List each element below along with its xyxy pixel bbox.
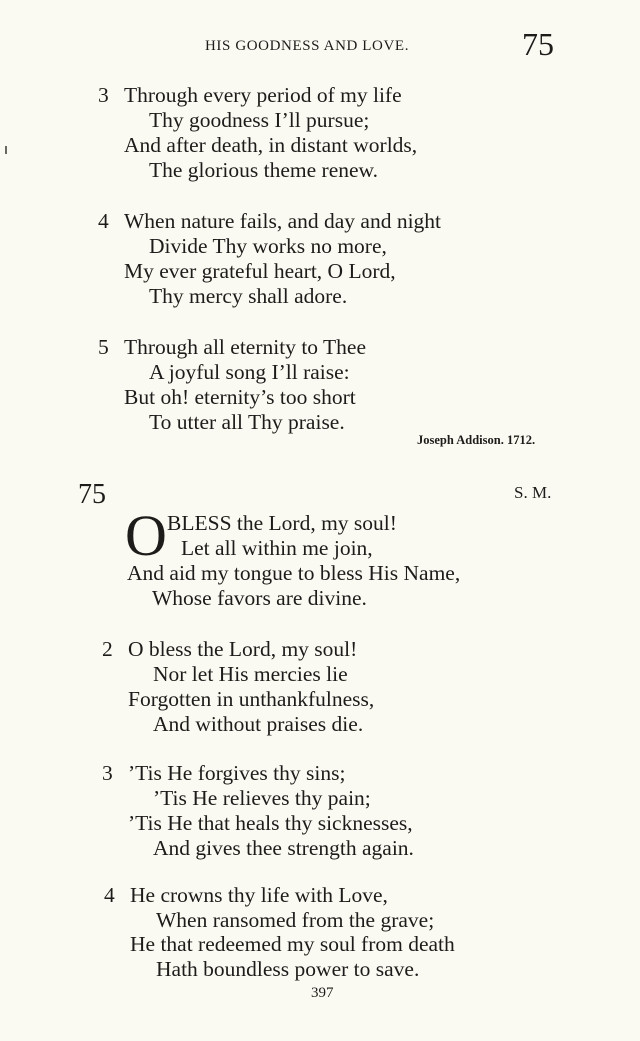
stanza-number: 4: [98, 209, 109, 233]
hymn-line: Through every period of my life: [124, 83, 402, 107]
hymn-line: Hath boundless power to save.: [156, 957, 420, 981]
hymn-line: Let all within me join,: [181, 536, 373, 560]
hymn-line: Thy goodness I’ll pursue;: [149, 108, 370, 132]
hymn-line: ’Tis He that heals thy sicknesses,: [128, 811, 413, 835]
hymn-line: My ever grateful heart, O Lord,: [124, 259, 396, 283]
hymn-line: And without praises die.: [153, 712, 364, 736]
stanza-number: 3: [102, 761, 113, 785]
hymn-meter: S. M.: [514, 483, 552, 502]
stanza-number: 5: [98, 335, 109, 359]
page-hymn-number: 75: [522, 26, 554, 62]
hymn-line: He crowns thy life with Love,: [130, 883, 388, 907]
hymn-line: But oh! eternity’s too short: [124, 385, 356, 409]
hymn-line: Through all eternity to Thee: [124, 335, 367, 359]
hymn-line: Whose favors are divine.: [152, 586, 367, 610]
hymn-line: ’Tis He relieves thy pain;: [153, 786, 371, 810]
hymn-line: He that redeemed my soul from death: [130, 932, 455, 956]
stanza-number: 4: [104, 883, 115, 907]
page-number: 397: [311, 985, 334, 1001]
hymn-line: The glorious theme renew.: [149, 158, 379, 182]
drop-cap: O: [125, 503, 167, 568]
hymn-line: A joyful song I’ll raise:: [149, 360, 350, 384]
hymn-line: ’Tis He forgives thy sins;: [128, 761, 346, 785]
hymn-line: To utter all Thy praise.: [149, 410, 345, 434]
page-speck: [5, 146, 7, 154]
hymn-line: Thy mercy shall adore.: [149, 284, 348, 308]
hymn-line: Divide Thy works no more,: [149, 234, 387, 258]
hymn-line: Nor let His mercies lie: [153, 662, 348, 686]
stanza-number: 3: [98, 83, 109, 107]
hymn-line: When ransomed from the grave;: [156, 908, 435, 932]
hymn-line: And aid my tongue to bless His Name,: [127, 561, 461, 585]
hymn-line: And gives thee strength again.: [153, 836, 414, 860]
hymn-line: Forgotten in unthankfulness,: [128, 687, 375, 711]
hymn-number: 75: [78, 479, 106, 510]
hymn-line: When nature fails, and day and night: [124, 209, 442, 233]
stanza-number: 2: [102, 637, 113, 661]
running-title: HIS GOODNESS AND LOVE.: [205, 38, 410, 54]
hymn-line: BLESS the Lord, my soul!: [167, 511, 397, 535]
hymn-line: O bless the Lord, my soul!: [128, 637, 358, 661]
author-attribution: Joseph Addison. 1712.: [417, 433, 536, 447]
hymn-line: And after death, in distant worlds,: [124, 133, 418, 157]
